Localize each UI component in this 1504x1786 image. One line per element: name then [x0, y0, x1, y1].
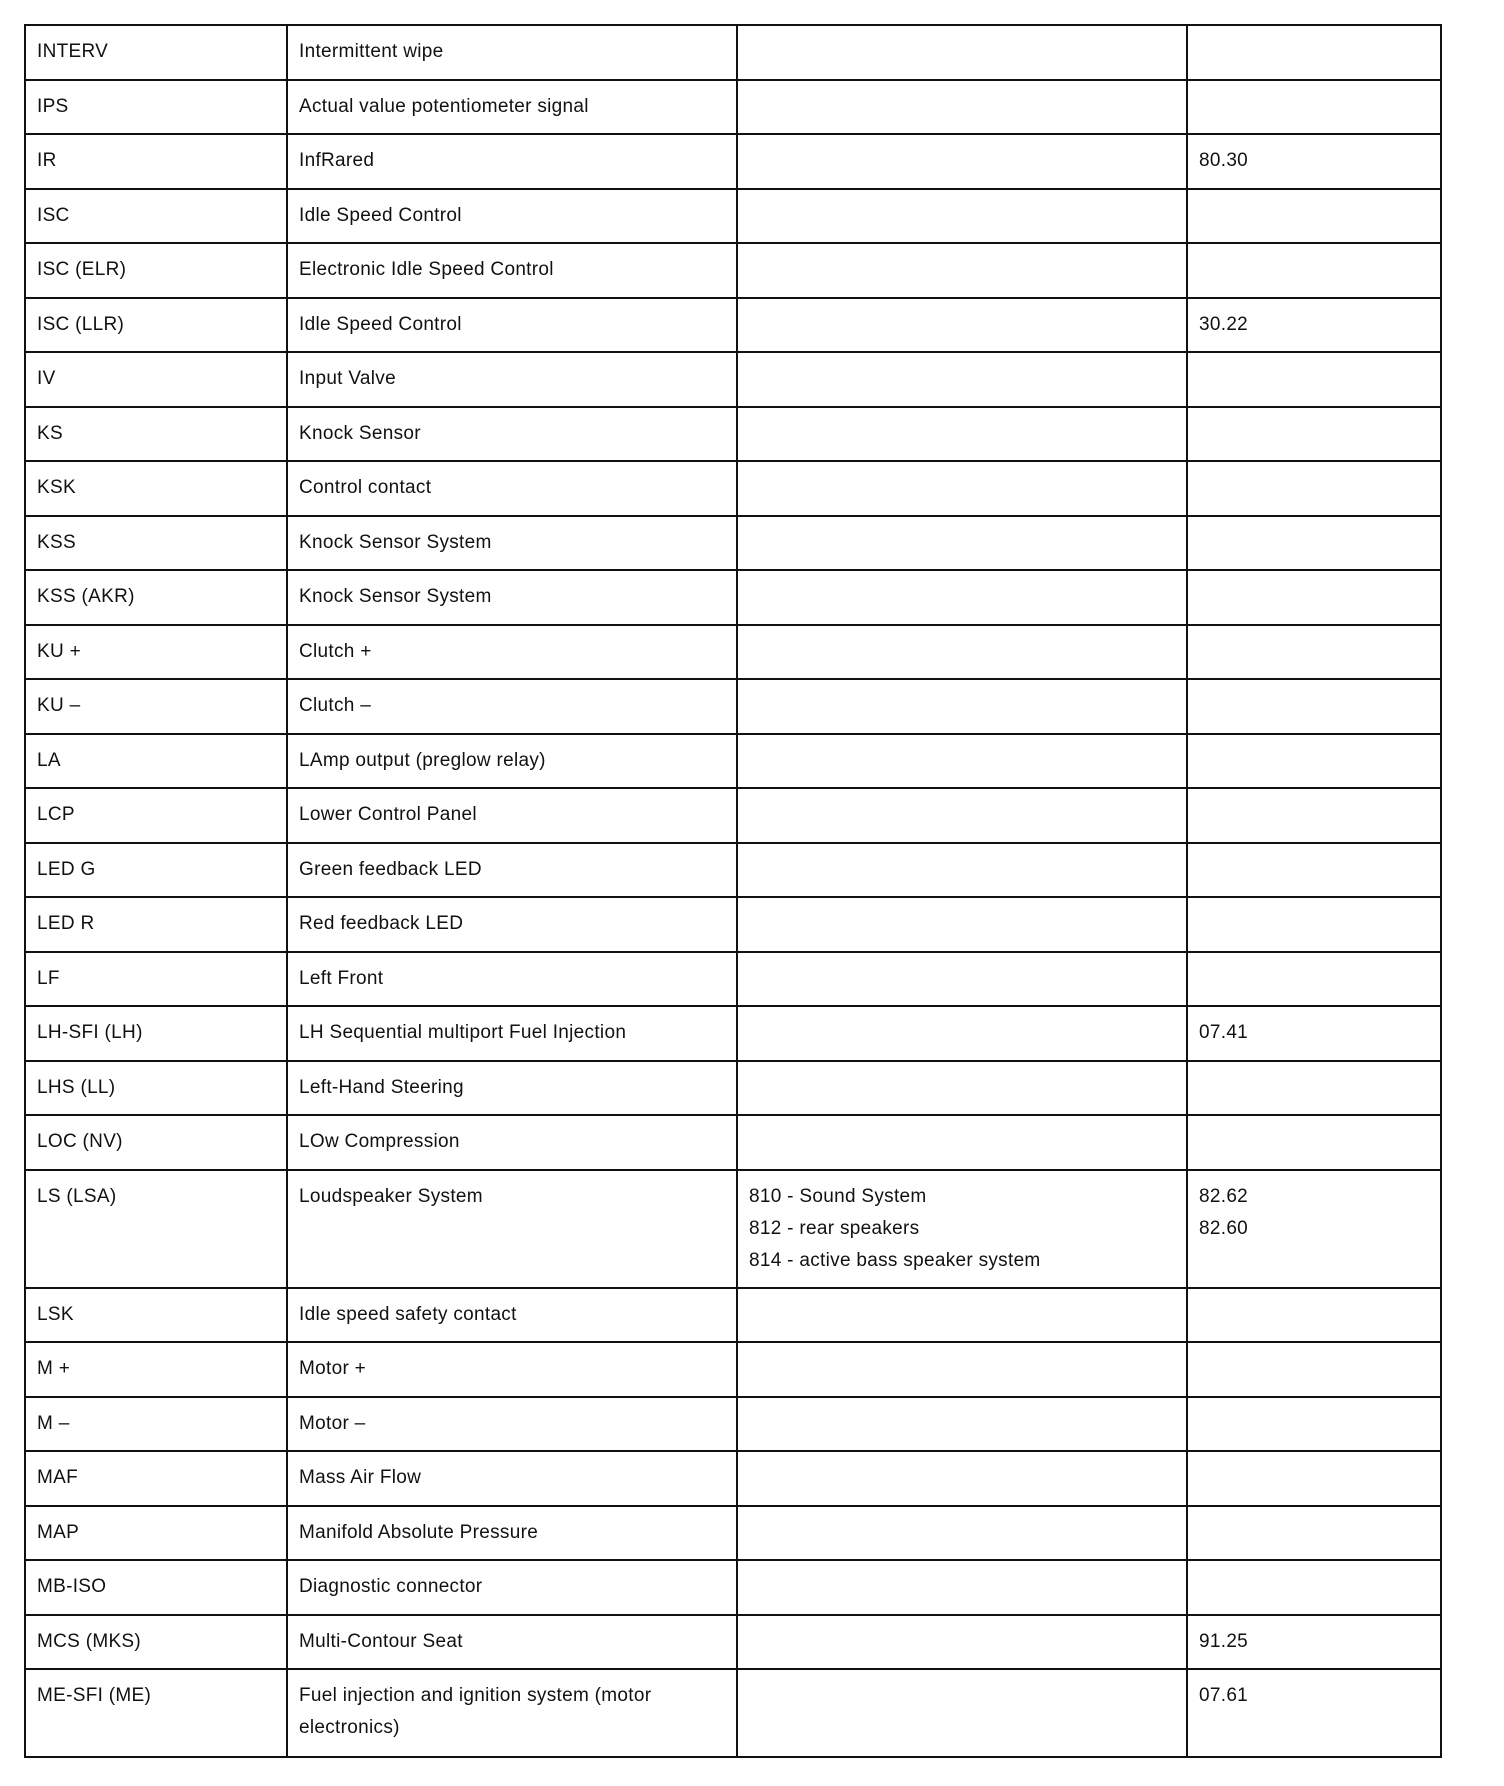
abbreviations-table	[24, 24, 1442, 1758]
abbreviation-cell: LS (LSA)	[25, 1170, 287, 1288]
reference-cell	[1187, 352, 1441, 407]
reference-cell	[1187, 134, 1441, 189]
notes-cell	[737, 1451, 1187, 1506]
abbreviation-cell: M +	[25, 1342, 287, 1397]
abbreviation-cell: ISC (ELR)	[25, 243, 287, 298]
reference-cell	[1187, 1170, 1441, 1288]
notes-cell	[737, 897, 1187, 952]
description-cell: Mass Air Flow	[287, 1451, 737, 1506]
notes-cell	[737, 134, 1187, 189]
abbreviation-cell: KU –	[25, 679, 287, 734]
reference-number: 82.62	[1199, 1185, 1249, 1207]
reference-cell	[1187, 1615, 1441, 1670]
description-cell: Green feedback LED	[287, 843, 737, 898]
description-cell: LH Sequential multiport Fuel Injection	[287, 1006, 737, 1061]
reference-number: 82.60	[1199, 1217, 1249, 1239]
table-row	[25, 734, 1441, 789]
table-row	[25, 1288, 1441, 1343]
notes-cell	[737, 788, 1187, 843]
notes-cell	[737, 1669, 1187, 1757]
description-cell: Motor +	[287, 1342, 737, 1397]
description-cell: Fuel injection and ignition system (motor electronics)	[287, 1669, 737, 1757]
abbreviation-cell: LA	[25, 734, 287, 789]
abbreviation-cell: LCP	[25, 788, 287, 843]
abbreviation-cell: MCS (MKS)	[25, 1615, 287, 1670]
reference-number: 07.61	[1199, 1685, 1249, 1706]
notes-cell	[737, 80, 1187, 135]
description-cell: InfRared	[287, 134, 737, 189]
reference-cell	[1187, 1061, 1441, 1116]
table-row	[25, 952, 1441, 1007]
abbreviation-cell: KS	[25, 407, 287, 462]
abbreviation-cell: LH-SFI (LH)	[25, 1006, 287, 1061]
notes-cell	[737, 1170, 1187, 1288]
table-row	[25, 1342, 1441, 1397]
table-row	[25, 1669, 1441, 1757]
table-row	[25, 1615, 1441, 1670]
abbreviation-cell: IPS	[25, 80, 287, 135]
abbreviation-cell: M –	[25, 1397, 287, 1452]
reference-cell	[1187, 80, 1441, 135]
table-row	[25, 461, 1441, 516]
description-cell: Intermittent wipe	[287, 25, 737, 80]
description-cell: Input Valve	[287, 352, 737, 407]
abbreviation-cell: IR	[25, 134, 287, 189]
description-cell: Left-Hand Steering	[287, 1061, 737, 1116]
reference-cell	[1187, 1397, 1441, 1452]
abbreviation-cell: ME-SFI (ME)	[25, 1669, 287, 1757]
description-cell: Left Front	[287, 952, 737, 1007]
abbreviation-cell: KSS (AKR)	[25, 570, 287, 625]
table-row	[25, 1115, 1441, 1170]
reference-cell	[1187, 243, 1441, 298]
abbreviation-cell: LOC (NV)	[25, 1115, 287, 1170]
abbreviation-cell: INTERV	[25, 25, 287, 80]
reference-cell	[1187, 1560, 1441, 1615]
notes-cell	[737, 1061, 1187, 1116]
reference-cell	[1187, 516, 1441, 571]
reference-cell	[1187, 25, 1441, 80]
abbreviation-cell: IV	[25, 352, 287, 407]
note-line: 812 - rear speakers	[749, 1217, 920, 1239]
reference-number: 30.22	[1199, 313, 1249, 335]
table-row	[25, 1170, 1441, 1288]
note-line: 814 - active bass speaker system	[749, 1249, 1041, 1271]
abbreviation-cell: MB-ISO	[25, 1560, 287, 1615]
abbreviation-cell: ISC (LLR)	[25, 298, 287, 353]
reference-cell	[1187, 1115, 1441, 1170]
reference-cell	[1187, 1451, 1441, 1506]
reference-cell	[1187, 1506, 1441, 1561]
description-cell: Multi-Contour Seat	[287, 1615, 737, 1670]
table-row	[25, 1506, 1441, 1561]
reference-cell	[1187, 734, 1441, 789]
abbreviation-cell: KU +	[25, 625, 287, 680]
table-body	[25, 25, 1441, 1757]
abbreviation-cell: LHS (LL)	[25, 1061, 287, 1116]
description-cell: Knock Sensor	[287, 407, 737, 462]
reference-cell	[1187, 1342, 1441, 1397]
table-row	[25, 788, 1441, 843]
reference-cell	[1187, 679, 1441, 734]
notes-cell	[737, 1342, 1187, 1397]
table-row	[25, 298, 1441, 353]
notes-cell	[737, 461, 1187, 516]
table-row	[25, 1560, 1441, 1615]
reference-cell	[1187, 189, 1441, 244]
description-cell: Clutch –	[287, 679, 737, 734]
reference-cell	[1187, 407, 1441, 462]
description-cell: Knock Sensor System	[287, 570, 737, 625]
note-line: 810 - Sound System	[749, 1185, 927, 1207]
table-row	[25, 80, 1441, 135]
abbreviation-cell: ISC	[25, 189, 287, 244]
description-cell: Clutch +	[287, 625, 737, 680]
reference-cell	[1187, 1669, 1441, 1757]
notes-cell	[737, 952, 1187, 1007]
notes-cell	[737, 625, 1187, 680]
description-cell: LOw Compression	[287, 1115, 737, 1170]
table-row	[25, 1061, 1441, 1116]
reference-number: 80.30	[1199, 150, 1249, 171]
reference-cell	[1187, 625, 1441, 680]
table-row	[25, 189, 1441, 244]
description-cell: Loudspeaker System	[287, 1170, 737, 1288]
notes-cell	[737, 843, 1187, 898]
abbreviation-cell: KSS	[25, 516, 287, 571]
description-cell: Control contact	[287, 461, 737, 516]
table-row	[25, 897, 1441, 952]
notes-cell	[737, 1006, 1187, 1061]
table-row	[25, 625, 1441, 680]
reference-number: 07.41	[1199, 1022, 1249, 1043]
abbreviation-cell: MAF	[25, 1451, 287, 1506]
description-cell: Lower Control Panel	[287, 788, 737, 843]
notes-cell	[737, 298, 1187, 353]
notes-cell	[737, 679, 1187, 734]
notes-cell	[737, 1115, 1187, 1170]
table-row	[25, 1397, 1441, 1452]
abbreviation-cell: KSK	[25, 461, 287, 516]
notes-cell	[737, 407, 1187, 462]
description-cell: Diagnostic connector	[287, 1560, 737, 1615]
notes-cell	[737, 1288, 1187, 1343]
abbreviation-cell: LSK	[25, 1288, 287, 1343]
table-row	[25, 1451, 1441, 1506]
description-cell: Actual value potentiometer signal	[287, 80, 737, 135]
description-cell: Knock Sensor System	[287, 516, 737, 571]
table-row	[25, 570, 1441, 625]
abbreviation-cell: LF	[25, 952, 287, 1007]
notes-cell	[737, 243, 1187, 298]
notes-cell	[737, 1560, 1187, 1615]
reference-cell	[1187, 570, 1441, 625]
description-cell: Idle speed safety contact	[287, 1288, 737, 1343]
reference-cell	[1187, 298, 1441, 353]
table-row	[25, 243, 1441, 298]
notes-cell	[737, 352, 1187, 407]
description-cell: Red feedback LED	[287, 897, 737, 952]
table-row	[25, 134, 1441, 189]
description-cell: Manifold Absolute Pressure	[287, 1506, 737, 1561]
table-row	[25, 843, 1441, 898]
table-row	[25, 1006, 1441, 1061]
notes-cell	[737, 189, 1187, 244]
reference-cell	[1187, 461, 1441, 516]
notes-cell	[737, 25, 1187, 80]
table-row	[25, 679, 1441, 734]
abbreviation-cell: LED G	[25, 843, 287, 898]
description-cell: Motor –	[287, 1397, 737, 1452]
reference-cell	[1187, 843, 1441, 898]
description-cell: LAmp output (preglow relay)	[287, 734, 737, 789]
notes-cell	[737, 570, 1187, 625]
notes-cell	[737, 1506, 1187, 1561]
table-row	[25, 352, 1441, 407]
reference-cell	[1187, 788, 1441, 843]
notes-cell	[737, 734, 1187, 789]
reference-cell	[1187, 952, 1441, 1007]
notes-cell	[737, 516, 1187, 571]
notes-cell	[737, 1615, 1187, 1670]
abbreviation-cell: MAP	[25, 1506, 287, 1561]
description-cell: Idle Speed Control	[287, 189, 737, 244]
reference-number: 91.25	[1199, 1630, 1249, 1652]
reference-cell	[1187, 1288, 1441, 1343]
description-cell: Electronic Idle Speed Control	[287, 243, 737, 298]
description-cell: Idle Speed Control	[287, 298, 737, 353]
notes-cell	[737, 1397, 1187, 1452]
table-row	[25, 407, 1441, 462]
table-row	[25, 25, 1441, 80]
table-row	[25, 516, 1441, 571]
reference-cell	[1187, 897, 1441, 952]
reference-cell	[1187, 1006, 1441, 1061]
abbreviation-cell: LED R	[25, 897, 287, 952]
